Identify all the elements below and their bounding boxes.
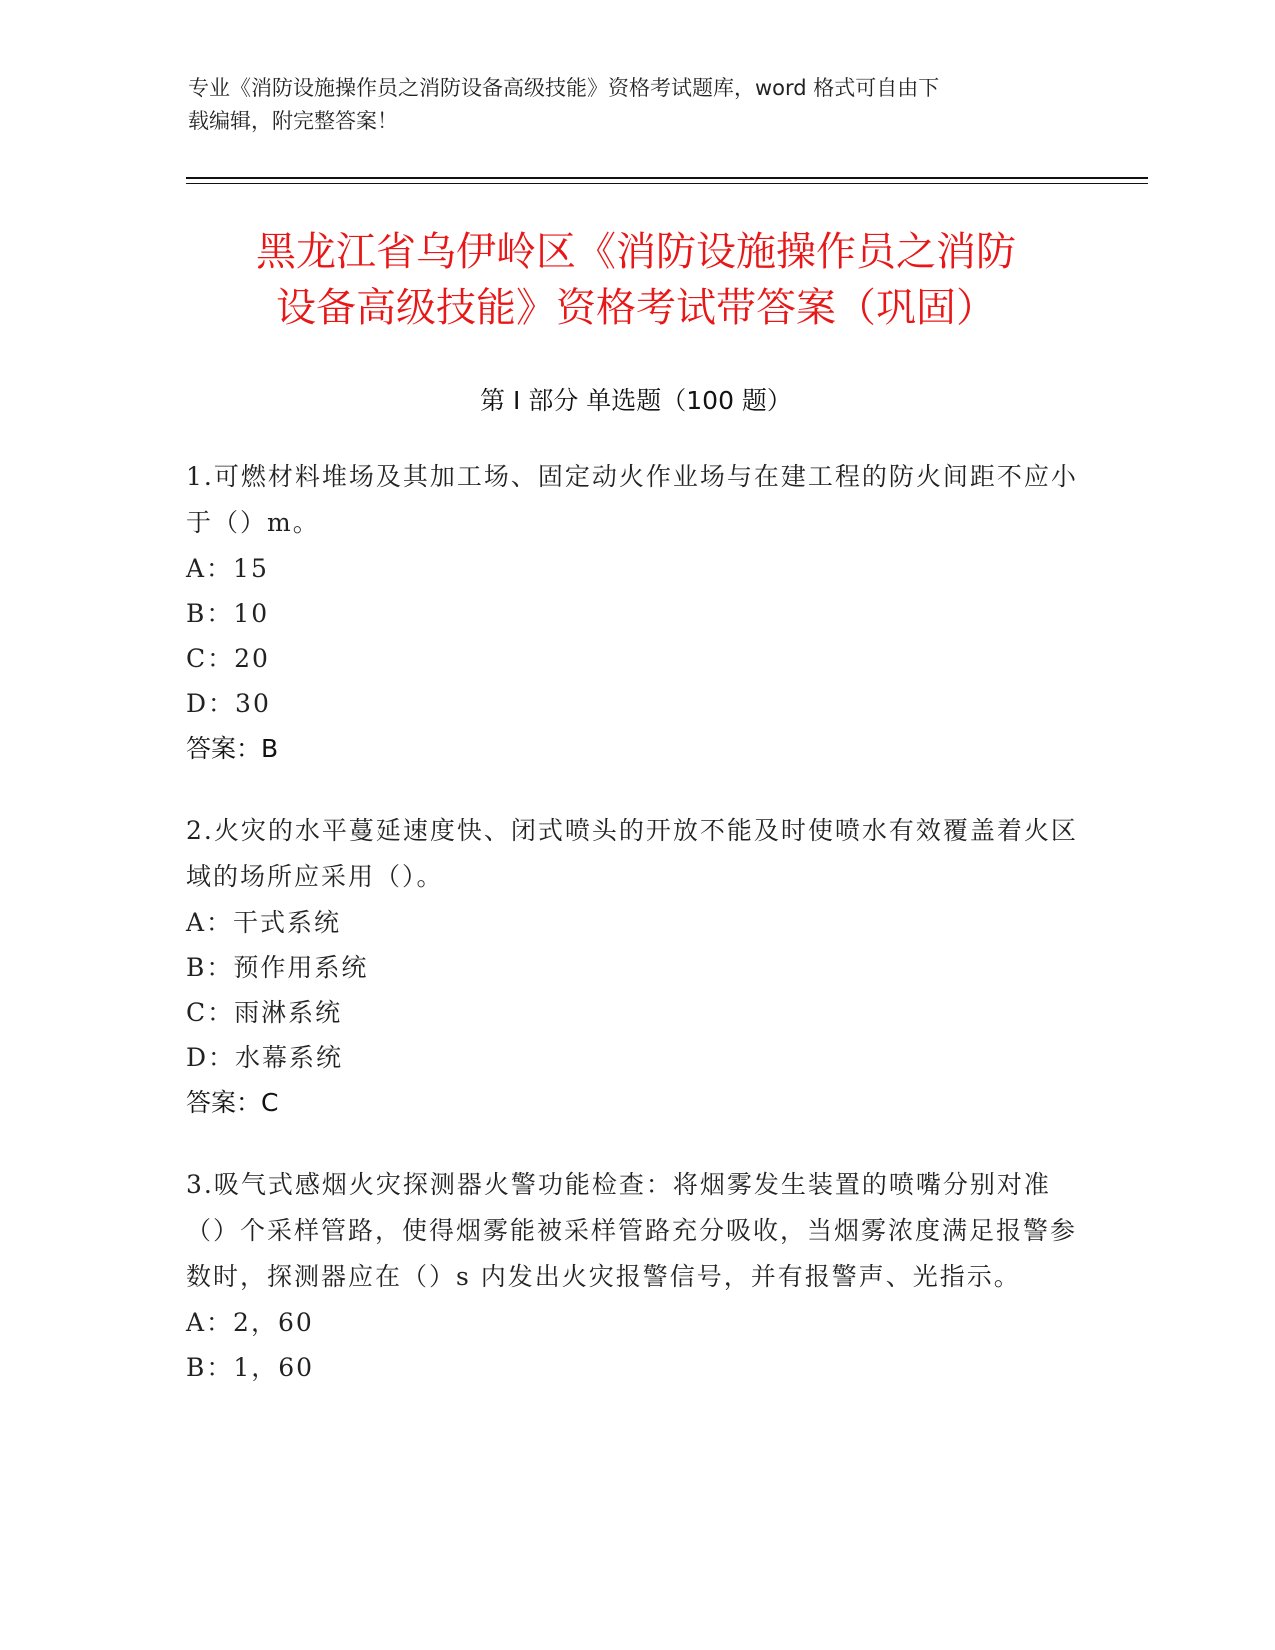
option-d: D：水幕系统	[186, 1043, 344, 1072]
question-1	[186, 454, 1086, 771]
answer: 答案：C	[186, 1088, 279, 1117]
title-line-2: 设备高级技能》资格考试带答案（巩固）	[276, 285, 996, 331]
option-a: A：干式系统	[186, 908, 342, 937]
option-b: B：预作用系统	[186, 953, 369, 982]
question-text: 1.可燃材料堆场及其加工场、固定动火作业场与在建工程的防火间距不应小于（）m。	[186, 462, 1078, 537]
option-a: A：15	[186, 554, 269, 583]
question-text: 2.火灾的水平蔓延速度快、闭式喷头的开放不能及时使喷水有效覆盖着火区域的场所应采用（）。	[186, 816, 1078, 891]
question-3	[186, 1162, 1086, 1390]
option-b: B：10	[186, 599, 270, 628]
question-2	[186, 808, 1086, 1125]
header-divider-thin	[186, 183, 1148, 184]
question-text: 3.吸气式感烟火灾探测器火警功能检查：将烟雾发生装置的喷嘴分别对准（）个采样管路，使得烟雾能被采样管路充分吸收，当烟雾浓度满足报警参数时，探测器应在（）s 内发出火灾报警信号，并有报警声、光指示。	[186, 1170, 1078, 1291]
document-title	[186, 224, 1086, 336]
option-d: D：30	[186, 689, 271, 718]
option-b: B：1，60	[186, 1353, 315, 1382]
option-c: C：雨淋系统	[186, 998, 343, 1027]
document-header	[188, 72, 1078, 138]
header-line-2: 载编辑，附完整答案！	[188, 109, 398, 133]
header-line-1: 专业《消防设施操作员之消防设备高级技能》资格考试题库，word 格式可自由下	[188, 76, 940, 100]
option-a: A：2，60	[186, 1308, 314, 1337]
section-heading: 第 I 部分 单选题（100 题）	[480, 386, 792, 415]
option-c: C：20	[186, 644, 270, 673]
title-line-1: 黑龙江省乌伊岭区《消防设施操作员之消防	[256, 229, 1016, 275]
header-divider-thick	[186, 177, 1148, 179]
answer: 答案：B	[186, 734, 279, 763]
